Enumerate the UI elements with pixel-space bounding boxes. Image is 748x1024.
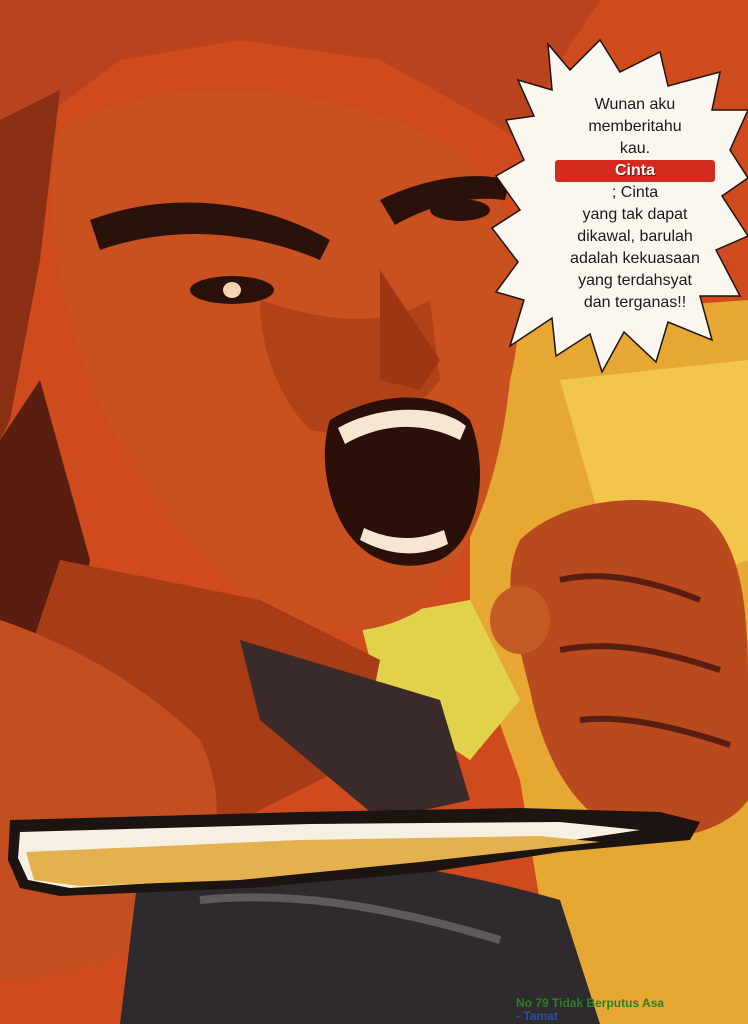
thumb [490, 586, 550, 654]
right-eye [430, 199, 490, 221]
bubble-line: memberitahu [588, 118, 682, 135]
bubble-line: yang terdahsyat [578, 272, 692, 289]
bubble-line: Wunan aku [594, 96, 676, 113]
bubble-line-with-highlight [555, 138, 715, 204]
end-marker: - Tamat [516, 1009, 558, 1023]
highlight-word: Cinta [555, 160, 715, 182]
left-eye-highlight [223, 282, 241, 298]
chapter-footer [516, 997, 746, 1023]
bubble-line-suffix: ; Cinta [611, 184, 659, 201]
bubble-line: adalah kekuasaan [570, 250, 700, 267]
speech-bubble-text [555, 94, 715, 314]
bubble-line: yang tak dapat [582, 206, 688, 223]
bubble-line-prefix: kau. [619, 140, 651, 157]
bubble-line: dikawal, barulah [577, 228, 693, 245]
chapter-title: No 79 Tidak Berputus Asa [516, 996, 665, 1010]
bubble-line: dan terganas!! [583, 294, 687, 311]
